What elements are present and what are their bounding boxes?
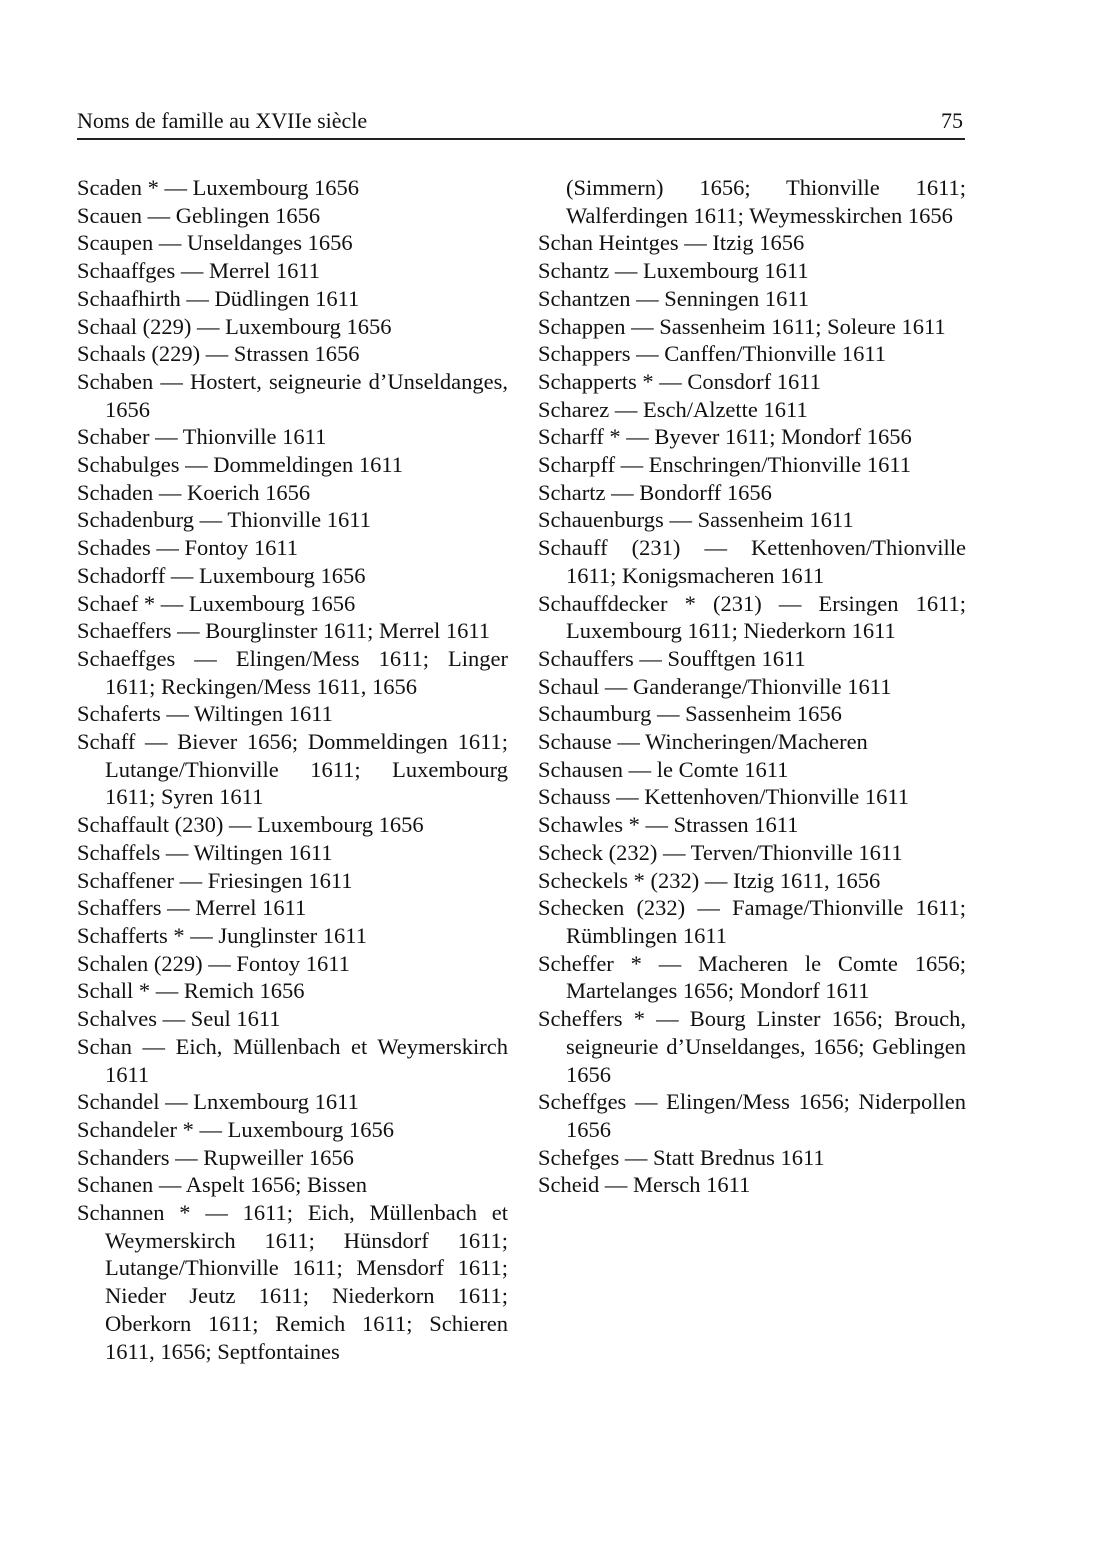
index-entry: Scauen — Geblingen 1656	[77, 202, 321, 228]
index-entry: Schaul — Ganderange/Thionville 1611	[538, 673, 892, 699]
index-entry: Schauffers — Soufftgen 1611	[538, 645, 806, 671]
index-entry: Schappers — Canffen/Thionville 1611	[538, 341, 887, 367]
index-entry: Scheid — Mersch 1611	[538, 1172, 751, 1198]
index-entry: Schan Heintges — Itzig 1656	[538, 230, 805, 256]
index-entry: Schaben — Hostert, seigneurie d’Unseldanges, 1656	[77, 368, 508, 422]
index-entry: Schecken (232) — Famage/Thionville 1611; Rümblingen 1611	[538, 895, 966, 948]
right-column	[538, 174, 966, 1199]
index-entry: Schaden — Koerich 1656	[77, 479, 311, 505]
index-entry: Schantzen — Senningen 1611	[538, 285, 809, 311]
index-entry: Schausen — le Comte 1611	[538, 756, 789, 782]
index-entry: Schafferts * — Junglinster 1611	[77, 922, 367, 948]
index-entry: Scheck (232) — Terven/Thionville 1611	[538, 839, 903, 865]
index-entry: Schaffault (230) — Luxembourg 1656	[77, 812, 424, 838]
index-entry: Schandel — Lnxembourg 1611	[77, 1089, 359, 1115]
index-entry: Scheffges — Elingen/Mess 1656; Niderpollen 1656	[538, 1089, 966, 1142]
index-entry: Scharez — Esch/Alzette 1611	[538, 396, 808, 422]
index-entry: Schades — Fontoy 1611	[77, 535, 299, 561]
index-entry: Scharpff — Enschringen/Thionville 1611	[538, 452, 912, 478]
page-header	[77, 108, 965, 140]
index-entry: Schaef * — Luxembourg 1656	[77, 590, 356, 616]
index-entry: Schause — Wincheringen/Macheren	[538, 729, 868, 755]
index-entry: Schanen — Aspelt 1656; Bissen	[77, 1172, 367, 1198]
index-entry: Schawles * — Strassen 1611	[538, 812, 799, 838]
index-entry: Schantz — Luxembourg 1611	[538, 258, 809, 284]
index-entry: Scaden * — Luxembourg 1656	[77, 175, 360, 200]
index-entry: Schalves — Seul 1611	[77, 1006, 281, 1032]
index-entry: Schartz — Bondorff 1656	[538, 479, 772, 505]
left-column	[77, 174, 508, 1365]
index-entry: Scaupen — Unseldanges 1656	[77, 230, 353, 256]
index-entry: Schaaffges — Merrel 1611	[77, 258, 321, 284]
index-entry: Schappen — Sassenheim 1611; Soleure 1611	[538, 313, 946, 339]
index-entry: Schannen * — 1611; Eich, Müllenbach et Weymerskirch 1611; Hünsdorf 1611; Lutange/Thionville 1611; Mensdorf 1611; Nieder Jeutz 1611; Niederkorn 1611; Oberkorn 1611; Remich 1611; Schieren 1611, 1656; Septfontaines	[77, 1200, 508, 1364]
running-title: Noms de famille au XVIIe siècle	[77, 108, 368, 133]
index-entry: Scharff * — Byever 1611; Mondorf 1656	[538, 424, 912, 450]
index-entry: Schaber — Thionville 1611	[77, 424, 327, 450]
index-entry: Scheffers * — Bourg Linster 1656; Brouch, seigneurie d’Unseldanges, 1656; Geblingen 1656	[538, 1006, 966, 1087]
index-entry: Schaeffges — Elingen/Mess 1611; Linger 1611; Reckingen/Mess 1611, 1656	[77, 645, 508, 699]
index-entry: Scheffer * — Macheren le Comte 1656; Martelanges 1656; Mondorf 1611	[538, 950, 966, 1004]
index-entry: Schapperts * — Consdorf 1611	[538, 368, 821, 394]
index-entry: Schabulges — Dommeldingen 1611	[77, 452, 403, 478]
index-entry: Schaferts — Wiltingen 1611	[77, 701, 333, 727]
index-entry: Schauenburgs — Sassenheim 1611	[538, 507, 854, 533]
index-entry: Schaff — Biever 1656; Dommeldingen 1611; Lutange/Thionville 1611; Luxembourg 1611; Syren 1611	[77, 729, 508, 810]
index-entry: Schaffener — Friesingen 1611	[77, 867, 353, 893]
index-entry: Schaal (229) — Luxembourg 1656	[77, 313, 392, 339]
index-entry: Schadorff — Luxembourg 1656	[77, 562, 366, 588]
index-entry: Schaffels — Wiltingen 1611	[77, 839, 333, 865]
index-entry: Schandeler * — Luxembourg 1656	[77, 1116, 395, 1142]
index-entry: Schanders — Rupweiller 1656	[77, 1144, 354, 1170]
index-entry: Schefges — Statt Brednus 1611	[538, 1144, 825, 1170]
index-entry: Schaafhirth — Düdlingen 1611	[77, 285, 360, 311]
index-entry: Schaals (229) — Strassen 1656	[77, 341, 360, 367]
index-entry: Schall * — Remich 1656	[77, 978, 305, 1004]
index-entry: Scheckels * (232) — Itzig 1611, 1656	[538, 867, 881, 893]
index-entry: Schaumburg — Sassenheim 1656	[538, 701, 842, 727]
index-entry: Schadenburg — Thionville 1611	[77, 507, 371, 533]
index-entry: Schauss — Kettenhoven/Thionville 1611	[538, 784, 909, 810]
index-entry: Schaffers — Merrel 1611	[77, 895, 307, 921]
page-number: 75	[941, 108, 963, 133]
index-entry: Schauffdecker * (231) — Ersingen 1611; Luxembourg 1611; Niederkorn 1611	[538, 590, 966, 644]
index-entry: Schan — Eich, Müllenbach et Weymerskirch 1611	[77, 1033, 508, 1087]
index-entry: Schalen (229) — Fontoy 1611	[77, 950, 350, 976]
index-entry: Schauff (231) — Kettenhoven/Thionville 1611; Konigsmacheren 1611	[538, 535, 966, 588]
index-entry: (Simmern) 1656; Thionville 1611; Walferdingen 1611; Weymesskirchen 1656	[566, 175, 966, 228]
index-entry: Schaeffers — Bourglinster 1611; Merrel 1611	[77, 618, 491, 644]
